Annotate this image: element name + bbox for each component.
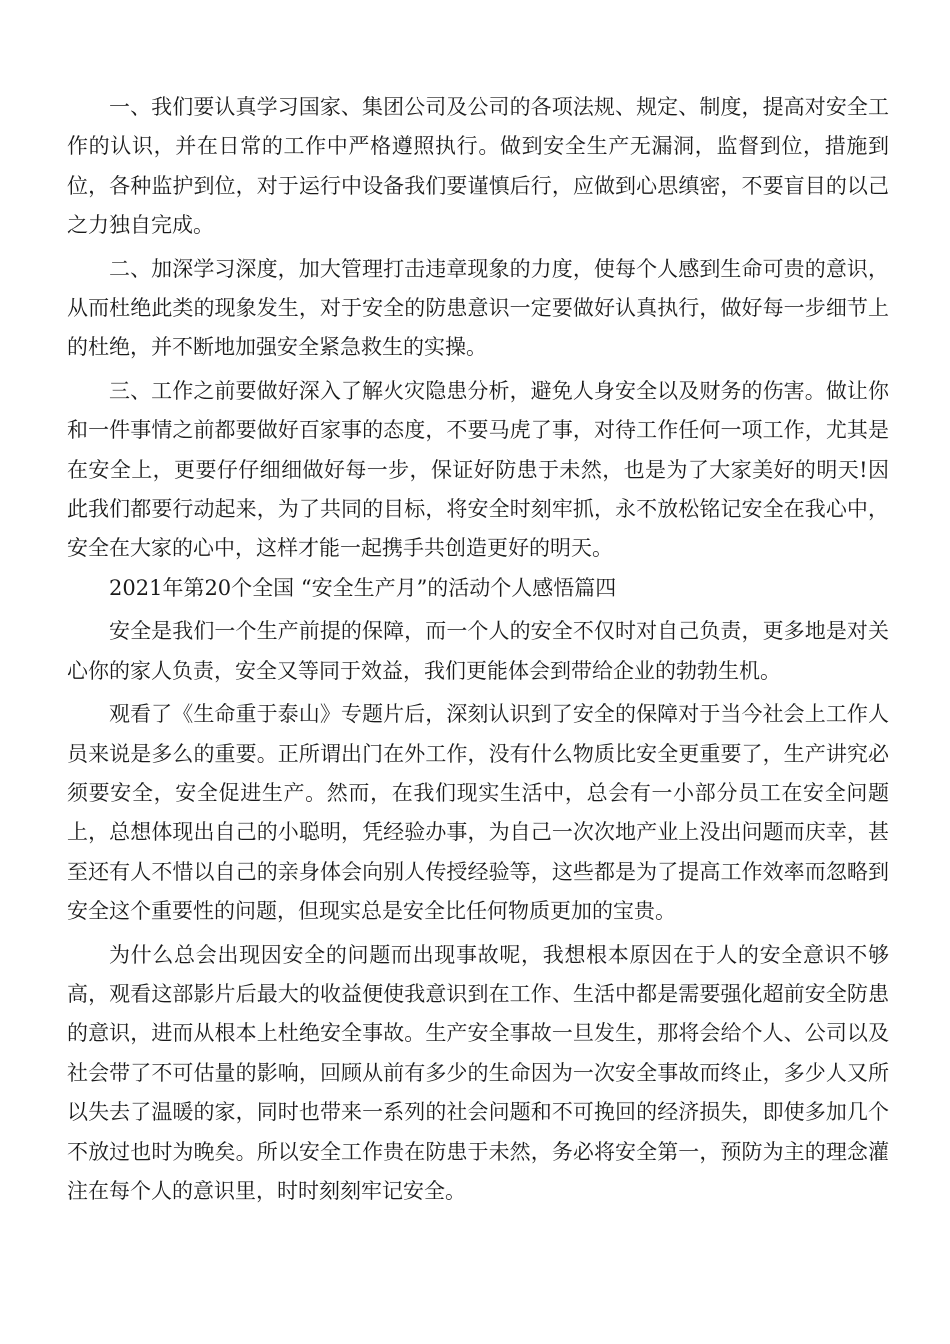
section-paragraph-one: 安全是我们一个生产前提的保障，而一个人的安全不仅时对自己负责，更多地是对关心你的家人负责，安全又等同于效益，我们更能体会到带给企业的勃勃生机。 bbox=[67, 619, 889, 683]
paragraph-three: 三、工作之前要做好深入了解火灾隐患分析，避免人身安全以及财务的伤害。做让你和一件事情之前都要做好百家事的态度，不要马虎了事，对待工作任何一项工作，尤其是在安全上，更要仔仔细细做好每一步，保证好防患于未然，也是为了大家美好的明天!因此我们都要行动起来，为了共同的目标，将安全时刻牢抓，永不放松铭记安全在我心中，安全在大家的心中，这样才能一起携手共创造更好的明天。 bbox=[67, 378, 889, 561]
paragraph-two: 二、加深学习深度，加大管理打击违章现象的力度，使每个人感到生命可贵的意识，从而杜绝此类的现象发生，对于安全的防患意识一定要做好认真执行，做好每一步细节上的杜绝，并不断地加强安全紧急救生的实操。 bbox=[67, 256, 889, 360]
section-paragraph-three: 为什么总会出现因安全的问题而出现事故呢，我想根本原因在于人的安全意识不够高，观看这部影片后最大的收益便使我意识到在工作、生活中都是需要强化超前安全防患的意识，进而从根本上杜绝安全事故。生产安全事故一旦发生，那将会给个人、公司以及社会带了不可估量的影响，回顾从前有多少的生命因为一次安全事故而终止，多少人又所以失去了温暖的家，同时也带来一系列的社会问题和不可挽回的经济损失，即使多加几个不放过也时为晚矣。所以安全工作贵在防患于未然，务必将安全第一，预防为主的理念灌注在每个人的意识里，时时刻刻牢记安全。 bbox=[67, 942, 889, 1203]
section-paragraph-two: 观看了《生命重于泰山》专题片后，深刻认识到了安全的保障对于当今社会上工作人员来说是多么的重要。正所谓出门在外工作，没有什么物质比安全更重要了，生产讲究必须要安全，安全促进生产。然而，在我们现实生活中，总会有一小部分员工在安全问题上，总想体现出自己的小聪明，凭经验办事，为自己一次次地产业上没出问题而庆幸，甚至还有人不惜以自己的亲身体会向别人传授经验等，这些都是为了提高工作效率而忽略到安全这个重要性的问题，但现实总是安全比任何物质更加的宝贵。 bbox=[67, 702, 889, 924]
paragraph-one: 一、我们要认真学习国家、集团公司及公司的各项法规、规定、制度，提高对安全工作的认识，并在日常的工作中严格遵照执行。做到安全生产无漏洞，监督到位，措施到位，各种监护到位，对于运行中设备我们要谨慎后行，应做到心思缜密，不要盲目的以己之力独自完成。 bbox=[67, 95, 889, 238]
section-heading: 2021年第20个全国 “安全生产月”的活动个人感悟篇四 bbox=[109, 575, 617, 600]
document-body bbox=[67, 88, 889, 1211]
